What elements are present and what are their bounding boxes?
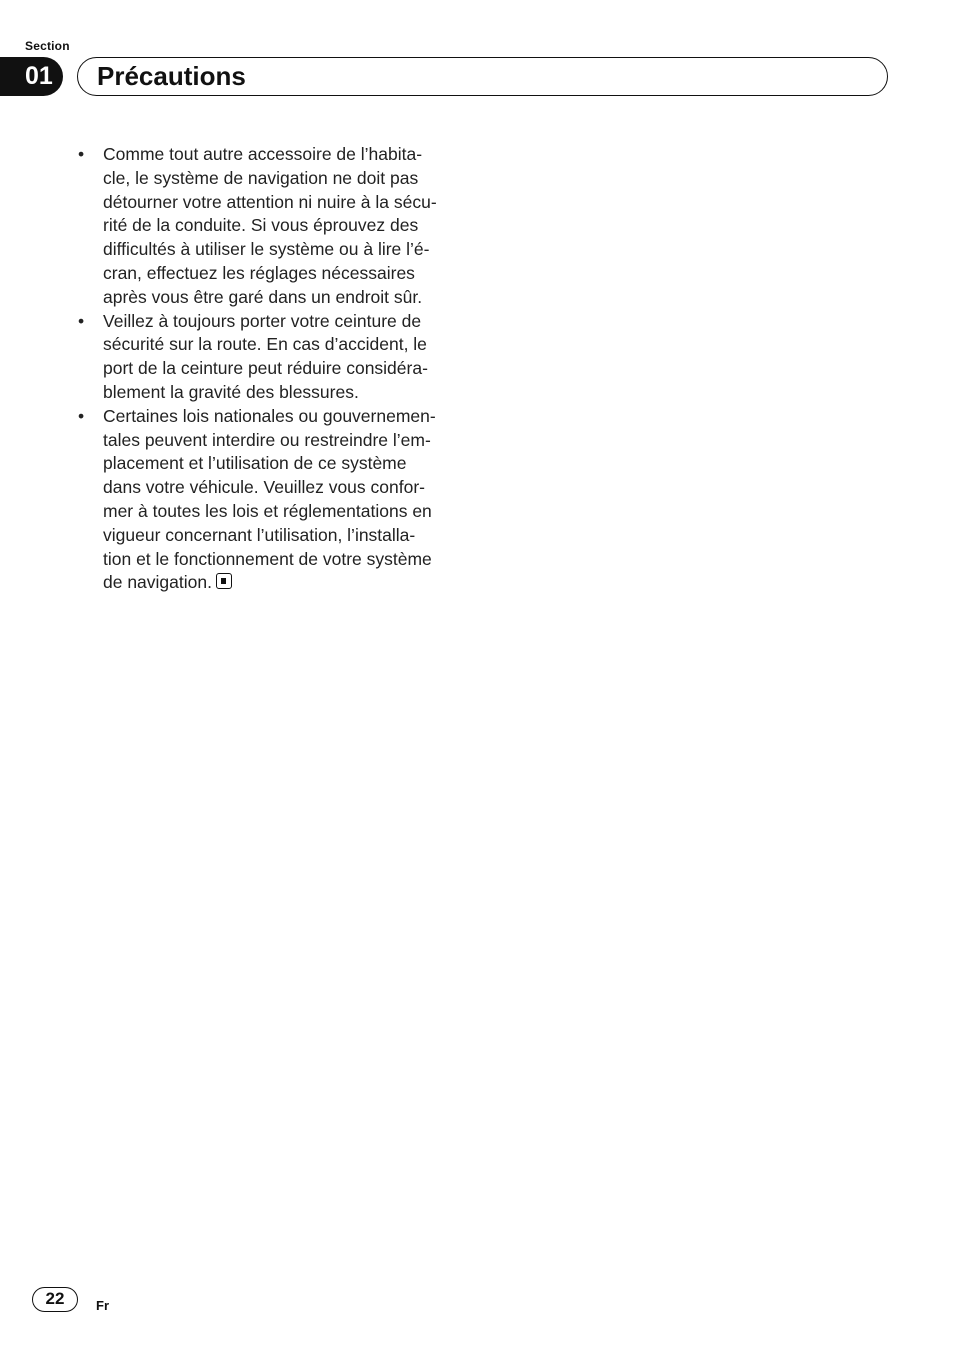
line: dans votre véhicule. Veuillez vous confor- (103, 477, 425, 498)
list-item (78, 310, 468, 405)
line: blement la gravité des blessures. (103, 381, 359, 402)
end-of-section-icon (216, 573, 232, 589)
line: difficultés à utiliser le système ou à lire l’é- (103, 239, 430, 260)
line: port de la ceinture peut réduire considéra- (103, 358, 428, 379)
bullet-icon: • (78, 144, 85, 164)
section-label: Section (25, 39, 70, 53)
line: rité de la conduite. Si vous éprouvez des (103, 215, 419, 236)
page-title-bar (77, 57, 888, 96)
line: après vous être garé dans un endroit sûr. (103, 286, 423, 307)
page-title: Précautions (97, 61, 246, 91)
list-item (78, 143, 468, 310)
line: cran, effectuez les réglages nécessaires (103, 262, 415, 283)
line: Veillez à toujours porter votre ceinture de (103, 310, 422, 331)
bullet-icon: • (78, 310, 85, 331)
precautions-list (78, 143, 468, 595)
language-code: Fr (96, 1298, 109, 1313)
line: mer à toutes les lois et réglementations en (103, 500, 432, 521)
line: sécurité sur la route. En cas d’accident, le (103, 334, 427, 355)
page-number: 22 (32, 1287, 78, 1312)
line: vigueur concernant l’utilisation, l’installa- (103, 524, 416, 545)
line: placement et l’utilisation de ce système (103, 453, 407, 474)
section-number-badge: 01 (0, 57, 63, 96)
line: tion et le fonctionnement de votre système (103, 548, 432, 569)
line: détourner votre attention ni nuire à la sécu- (103, 191, 437, 212)
line: tales peuvent interdire ou restreindre l’em- (103, 429, 431, 450)
list-item (78, 405, 468, 595)
line: Comme tout autre accessoire de l’habita- (103, 144, 423, 164)
line: cle, le système de navigation ne doit pas (103, 167, 419, 188)
line: de navigation. (103, 572, 212, 593)
line: Certaines lois nationales ou gouvernemen- (103, 405, 436, 426)
bullet-icon: • (78, 405, 85, 426)
